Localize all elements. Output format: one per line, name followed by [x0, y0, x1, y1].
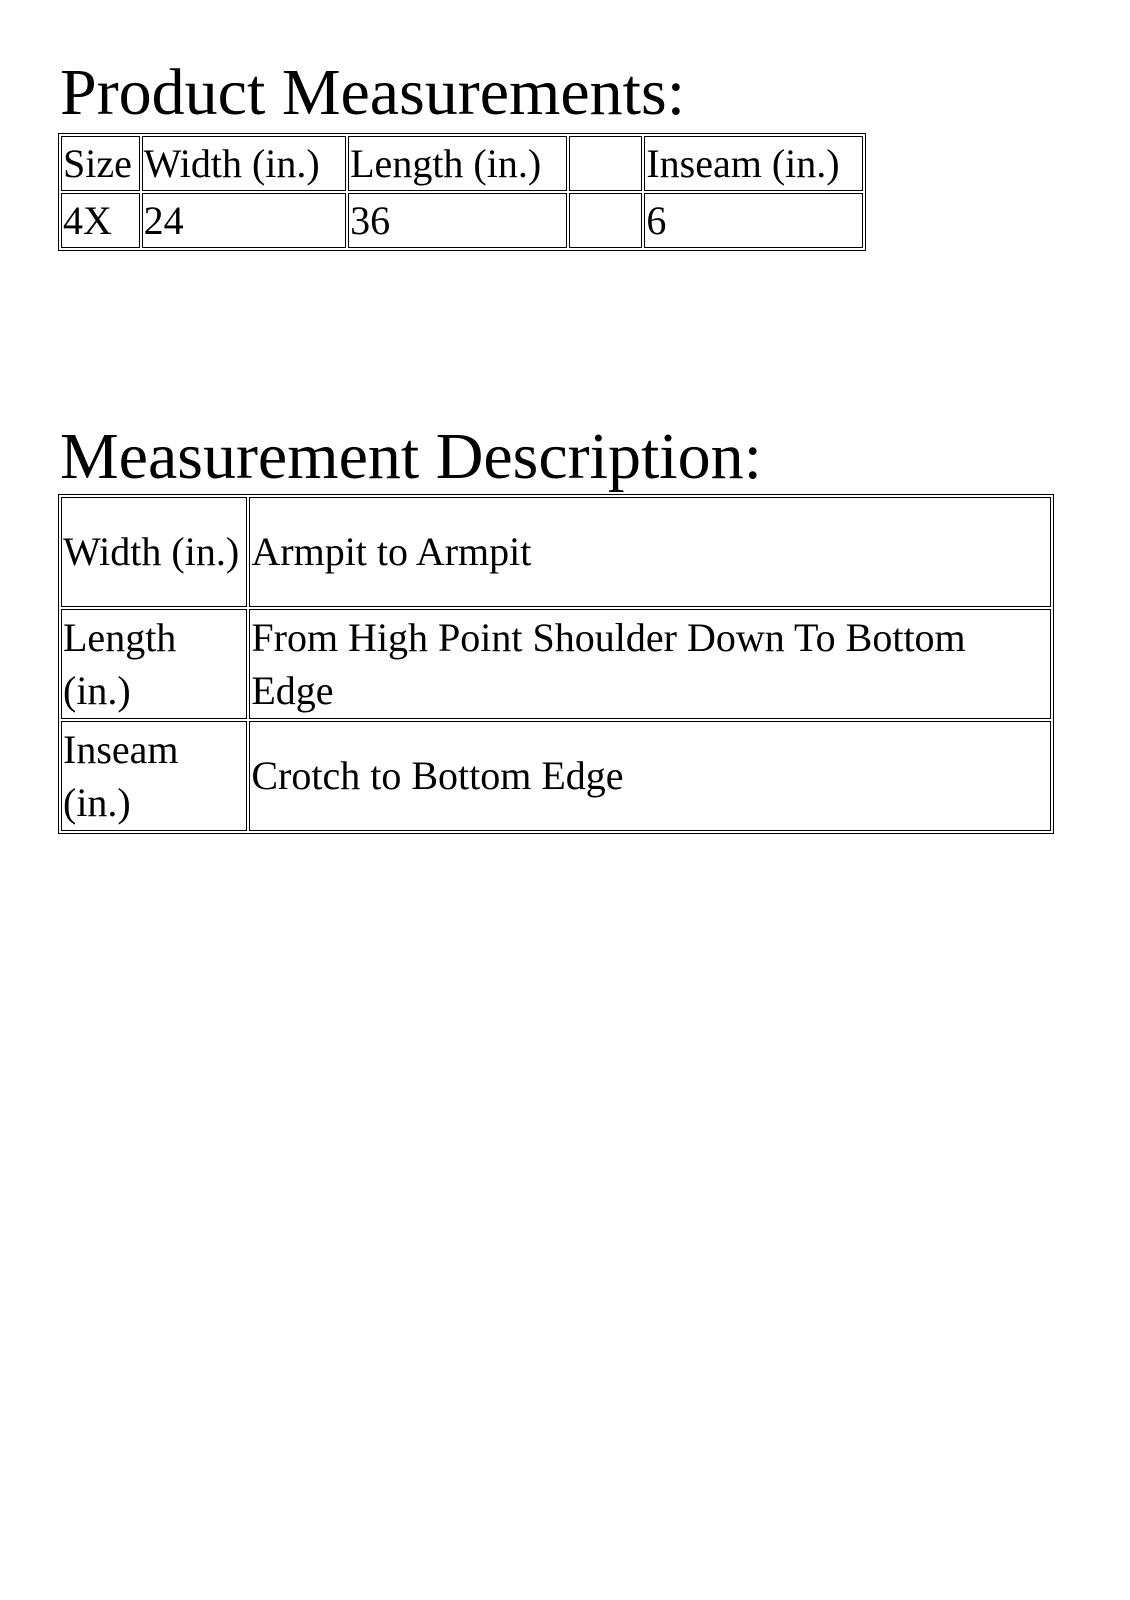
cell-inseam: 6	[644, 193, 863, 248]
description-definition: Crotch to Bottom Edge	[249, 721, 1051, 831]
header-empty	[569, 136, 643, 191]
table-row	[61, 609, 1051, 719]
header-width: Width (in.)	[142, 136, 347, 191]
description-definition: From High Point Shoulder Down To Bottom Edge	[249, 609, 1051, 719]
measurement-description-title: Measurement Description:	[60, 420, 762, 493]
product-measurements-title: Product Measurements:	[60, 56, 686, 129]
header-length: Length (in.)	[348, 136, 567, 191]
header-size: Size	[61, 136, 140, 191]
product-measurements-table	[58, 133, 866, 251]
description-term: Inseam (in.)	[61, 721, 247, 831]
description-term: Width (in.)	[61, 497, 247, 607]
table-row	[61, 497, 1051, 607]
cell-empty	[569, 193, 643, 248]
description-definition: Armpit to Armpit	[249, 497, 1051, 607]
cell-size: 4X	[61, 193, 140, 248]
measurement-description-table	[58, 494, 1054, 834]
description-term: Length (in.)	[61, 609, 247, 719]
cell-width: 24	[142, 193, 347, 248]
table-header-row	[61, 136, 863, 191]
table-row	[61, 193, 863, 248]
table-row	[61, 721, 1051, 831]
header-inseam: Inseam (in.)	[644, 136, 863, 191]
cell-length: 36	[348, 193, 567, 248]
